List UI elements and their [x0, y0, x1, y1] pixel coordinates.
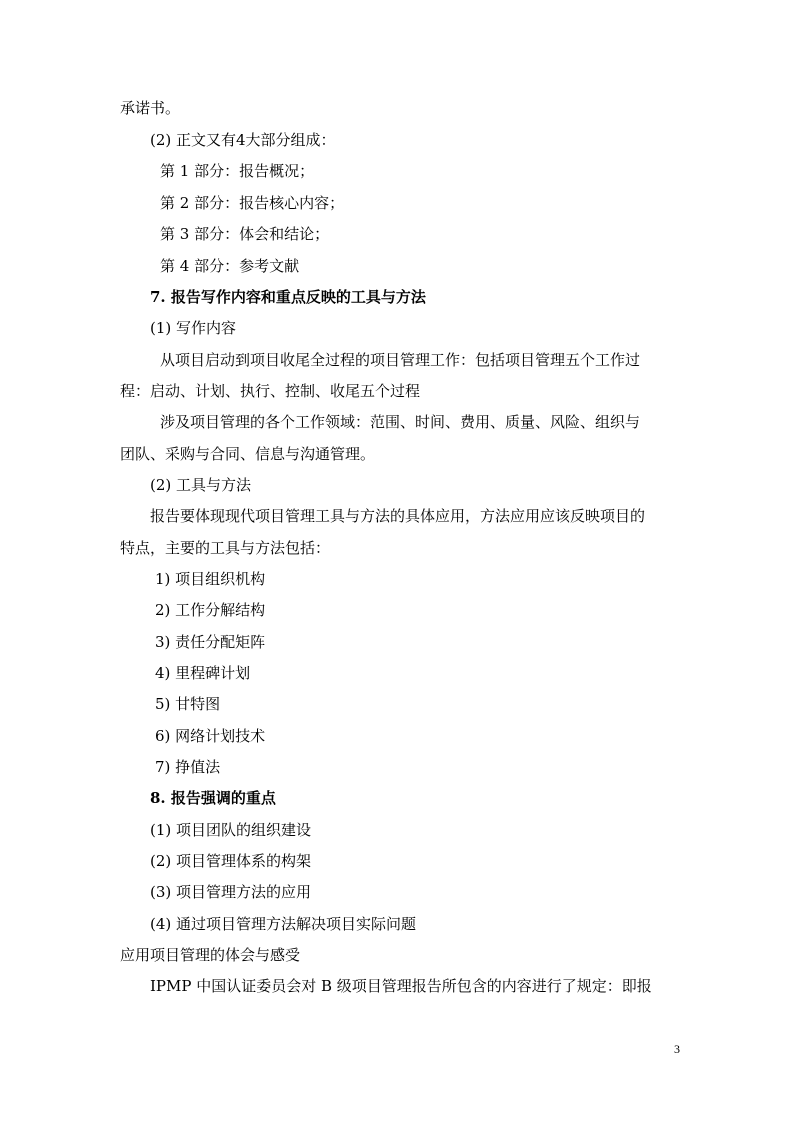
text-line: (2) 工具与方法 [150, 476, 252, 494]
page-number: 3 [674, 1042, 680, 1056]
list-item: 2) 工作分解结构 [155, 601, 266, 619]
text-line: 程：启动、计划、执行、控制、收尾五个过程 [120, 382, 421, 400]
list-item: 1) 项目组织机构 [155, 570, 266, 588]
text-line: 从项目启动到项目收尾全过程的项目管理工作：包括项目管理五个工作过 [160, 351, 641, 369]
text-line: 第 1 部分：报告概况； [160, 162, 315, 180]
text-line: 报告要体现现代项目管理工具与方法的具体应用，方法应用应该反映项目的 [150, 507, 646, 525]
text-line: 第 4 部分：参考文献 [160, 257, 300, 275]
text-line: 承诺书。 [120, 99, 181, 117]
list-item: 5) 甘特图 [155, 695, 221, 713]
list-item: 4) 里程碑计划 [155, 664, 251, 682]
list-item: (4) 通过项目管理方法解决项目实际问题 [150, 915, 417, 933]
text-line: (2) 正文又有4大部分组成： [150, 131, 336, 149]
list-item: (1) 项目团队的组织建设 [150, 821, 312, 839]
text-line: 特点，主要的工具与方法包括： [120, 539, 331, 557]
text-line: 团队、采购与合同、信息与沟通管理。 [120, 445, 376, 463]
list-item: 7) 挣值法 [155, 758, 221, 776]
text-line: 第 3 部分：体会和结论； [160, 225, 330, 243]
section-heading: 7. 报告写作内容和重点反映的工具与方法 [150, 288, 426, 306]
list-item: (2) 项目管理体系的构架 [150, 852, 312, 870]
text-line: (1) 写作内容 [150, 319, 237, 337]
section-heading: 8. 报告强调的重点 [150, 789, 276, 807]
list-item: 6) 网络计划技术 [155, 727, 266, 745]
list-item: (3) 项目管理方法的应用 [150, 883, 312, 901]
text-line: 应用项目管理的体会与感受 [120, 946, 301, 964]
text-line: 涉及项目管理的各个工作领域：范围、时间、费用、质量、风险、组织与 [160, 413, 641, 431]
list-item: 3) 责任分配矩阵 [155, 633, 266, 651]
text-line: IPMP 中国认证委员会对 B 级项目管理报告所包含的内容进行了规定：即报 [150, 977, 652, 995]
text-line: 第 2 部分：报告核心内容； [160, 194, 345, 212]
